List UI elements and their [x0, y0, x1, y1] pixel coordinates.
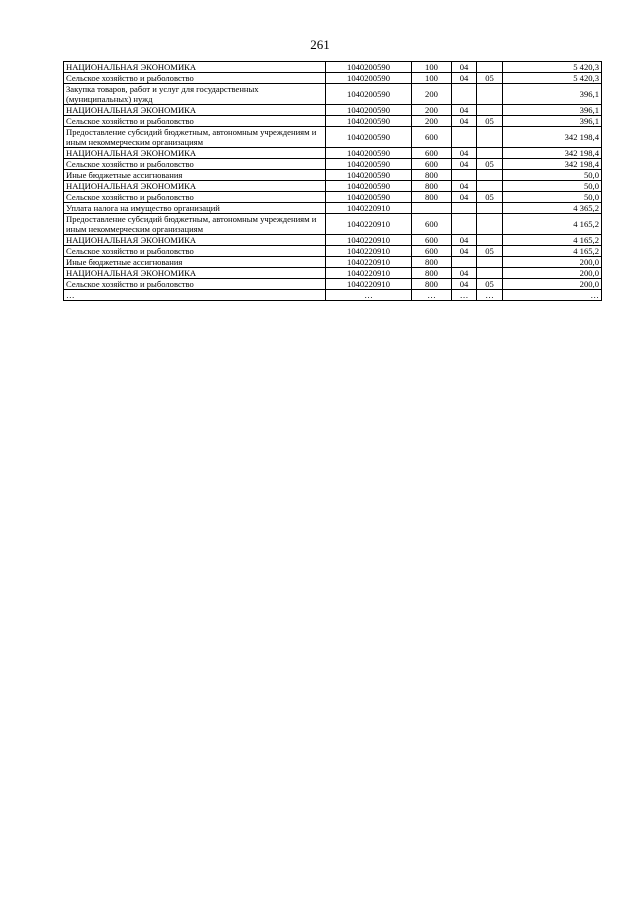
- cell-subsection: [477, 181, 503, 192]
- table-row: [64, 192, 602, 203]
- cell-name: Сельское хозяйство и рыболовство: [64, 159, 326, 170]
- table-row: [64, 170, 602, 181]
- cell-target-code: 1040220910: [326, 279, 412, 290]
- table-row: [64, 257, 602, 268]
- page-number: 261: [310, 37, 330, 52]
- table-row: [64, 116, 602, 127]
- cell-expense-type: 600: [412, 127, 452, 148]
- cell-subsection: [477, 257, 503, 268]
- cell-target-code: 1040200590: [326, 84, 412, 105]
- cell-name: Предоставление субсидий бюджетным, автономным учреждениям и иным некоммерческим организациям: [64, 127, 326, 148]
- cell-amount: 200,0: [503, 257, 602, 268]
- cell-name: Предоставление субсидий бюджетным, автономным учреждениям и иным некоммерческим организациям: [64, 214, 326, 235]
- cell-expense-type: 100: [412, 73, 452, 84]
- cell-subsection: [477, 214, 503, 235]
- cell-section: 04: [452, 148, 477, 159]
- cell-amount: 5 420,3: [503, 62, 602, 73]
- table-row: [64, 105, 602, 116]
- cell-expense-type: 200: [412, 105, 452, 116]
- cell-subsection: [477, 62, 503, 73]
- cell-target-code: 1040200590: [326, 116, 412, 127]
- cell-name: НАЦИОНАЛЬНАЯ ЭКОНОМИКА: [64, 235, 326, 246]
- cell-section: 04: [452, 62, 477, 73]
- table-row: [64, 84, 602, 105]
- cell-subsection: [477, 148, 503, 159]
- table-row: [64, 279, 602, 290]
- cell-section: [452, 203, 477, 214]
- cell-target-code: 1040200590: [326, 127, 412, 148]
- cell-subsection: [477, 105, 503, 116]
- cell-target-code: 1040220910: [326, 235, 412, 246]
- cell-target-code: 1040220910: [326, 246, 412, 257]
- cell-expense-type: 800: [412, 268, 452, 279]
- cell-name: НАЦИОНАЛЬНАЯ ЭКОНОМИКА: [64, 148, 326, 159]
- table-row: [64, 181, 602, 192]
- cell-expense-type: 200: [412, 116, 452, 127]
- cell-expense-type: 800: [412, 279, 452, 290]
- cell-name: Уплата налога на имущество организаций: [64, 203, 326, 214]
- cell-section: 04: [452, 105, 477, 116]
- cell-subsection: …: [477, 290, 503, 301]
- cell-target-code: 1040200590: [326, 73, 412, 84]
- cell-target-code: 1040200590: [326, 181, 412, 192]
- table-row: [64, 203, 602, 214]
- cell-section: [452, 257, 477, 268]
- cell-expense-type: 800: [412, 192, 452, 203]
- cell-amount: 4 165,2: [503, 214, 602, 235]
- cell-amount: 50,0: [503, 170, 602, 181]
- cell-expense-type: 200: [412, 84, 452, 105]
- cell-section: 04: [452, 116, 477, 127]
- cell-target-code: 1040200590: [326, 192, 412, 203]
- cell-target-code: 1040220910: [326, 257, 412, 268]
- cell-section: [452, 84, 477, 105]
- cell-target-code: 1040220910: [326, 203, 412, 214]
- cell-amount: 200,0: [503, 279, 602, 290]
- cell-subsection: [477, 268, 503, 279]
- cell-section: 04: [452, 181, 477, 192]
- cell-name: Сельское хозяйство и рыболовство: [64, 246, 326, 257]
- cell-subsection: 05: [477, 116, 503, 127]
- cell-expense-type: 600: [412, 246, 452, 257]
- cell-section: [452, 170, 477, 181]
- cell-name: …: [64, 290, 326, 301]
- cell-expense-type: 800: [412, 181, 452, 192]
- cell-section: 04: [452, 235, 477, 246]
- cell-target-code: 1040220910: [326, 214, 412, 235]
- cell-expense-type: 800: [412, 170, 452, 181]
- cell-amount: 4 165,2: [503, 235, 602, 246]
- cell-section: 04: [452, 279, 477, 290]
- cell-amount: 4 365,2: [503, 203, 602, 214]
- cell-name: Иные бюджетные ассигнования: [64, 257, 326, 268]
- cell-expense-type: 600: [412, 214, 452, 235]
- table-row: [64, 159, 602, 170]
- cell-section: 04: [452, 73, 477, 84]
- cell-name: Сельское хозяйство и рыболовство: [64, 279, 326, 290]
- cell-subsection: 05: [477, 192, 503, 203]
- cell-amount: 396,1: [503, 105, 602, 116]
- cell-expense-type: [412, 203, 452, 214]
- cell-subsection: [477, 170, 503, 181]
- cell-target-code: …: [326, 290, 412, 301]
- cell-amount: 396,1: [503, 84, 602, 105]
- cell-name: Сельское хозяйство и рыболовство: [64, 73, 326, 84]
- table-row: [64, 214, 602, 235]
- table-row: [64, 73, 602, 84]
- cell-expense-type: 600: [412, 235, 452, 246]
- cell-target-code: 1040200590: [326, 170, 412, 181]
- cell-section: …: [452, 290, 477, 301]
- cell-subsection: [477, 127, 503, 148]
- table-row: [64, 268, 602, 279]
- cell-name: Иные бюджетные ассигнования: [64, 170, 326, 181]
- cell-name: Сельское хозяйство и рыболовство: [64, 192, 326, 203]
- cell-name: НАЦИОНАЛЬНАЯ ЭКОНОМИКА: [64, 181, 326, 192]
- table-row: [64, 148, 602, 159]
- cell-target-code: 1040200590: [326, 62, 412, 73]
- cell-subsection: [477, 84, 503, 105]
- cell-name: Закупка товаров, работ и услуг для государственных (муниципальных) нужд: [64, 84, 326, 105]
- cell-amount: 5 420,3: [503, 73, 602, 84]
- cell-target-code: 1040200590: [326, 105, 412, 116]
- table-row: [64, 235, 602, 246]
- cell-amount: 342 198,4: [503, 148, 602, 159]
- cell-amount: …: [503, 290, 602, 301]
- cell-section: [452, 214, 477, 235]
- cell-section: [452, 127, 477, 148]
- cell-expense-type: 600: [412, 159, 452, 170]
- cell-subsection: 05: [477, 246, 503, 257]
- table-row: [64, 290, 602, 301]
- cell-target-code: 1040220910: [326, 268, 412, 279]
- budget-table: [63, 61, 602, 301]
- cell-amount: 4 165,2: [503, 246, 602, 257]
- cell-subsection: [477, 203, 503, 214]
- cell-amount: 50,0: [503, 192, 602, 203]
- budget-table-body: [64, 62, 602, 301]
- cell-section: 04: [452, 159, 477, 170]
- cell-amount: 342 198,4: [503, 159, 602, 170]
- cell-target-code: 1040200590: [326, 159, 412, 170]
- cell-expense-type: 600: [412, 148, 452, 159]
- cell-subsection: 05: [477, 279, 503, 290]
- cell-amount: 200,0: [503, 268, 602, 279]
- cell-section: 04: [452, 246, 477, 257]
- cell-expense-type: 800: [412, 257, 452, 268]
- cell-name: НАЦИОНАЛЬНАЯ ЭКОНОМИКА: [64, 105, 326, 116]
- cell-name: НАЦИОНАЛЬНАЯ ЭКОНОМИКА: [64, 62, 326, 73]
- cell-expense-type: 100: [412, 62, 452, 73]
- table-row: [64, 246, 602, 257]
- cell-target-code: 1040200590: [326, 148, 412, 159]
- table-row: [64, 62, 602, 73]
- cell-amount: 396,1: [503, 116, 602, 127]
- cell-subsection: [477, 235, 503, 246]
- cell-amount: 50,0: [503, 181, 602, 192]
- cell-subsection: 05: [477, 73, 503, 84]
- cell-section: 04: [452, 192, 477, 203]
- cell-name: Сельское хозяйство и рыболовство: [64, 116, 326, 127]
- cell-name: НАЦИОНАЛЬНАЯ ЭКОНОМИКА: [64, 268, 326, 279]
- table-row: [64, 127, 602, 148]
- cell-subsection: 05: [477, 159, 503, 170]
- cell-expense-type: …: [412, 290, 452, 301]
- cell-section: 04: [452, 268, 477, 279]
- cell-amount: 342 198,4: [503, 127, 602, 148]
